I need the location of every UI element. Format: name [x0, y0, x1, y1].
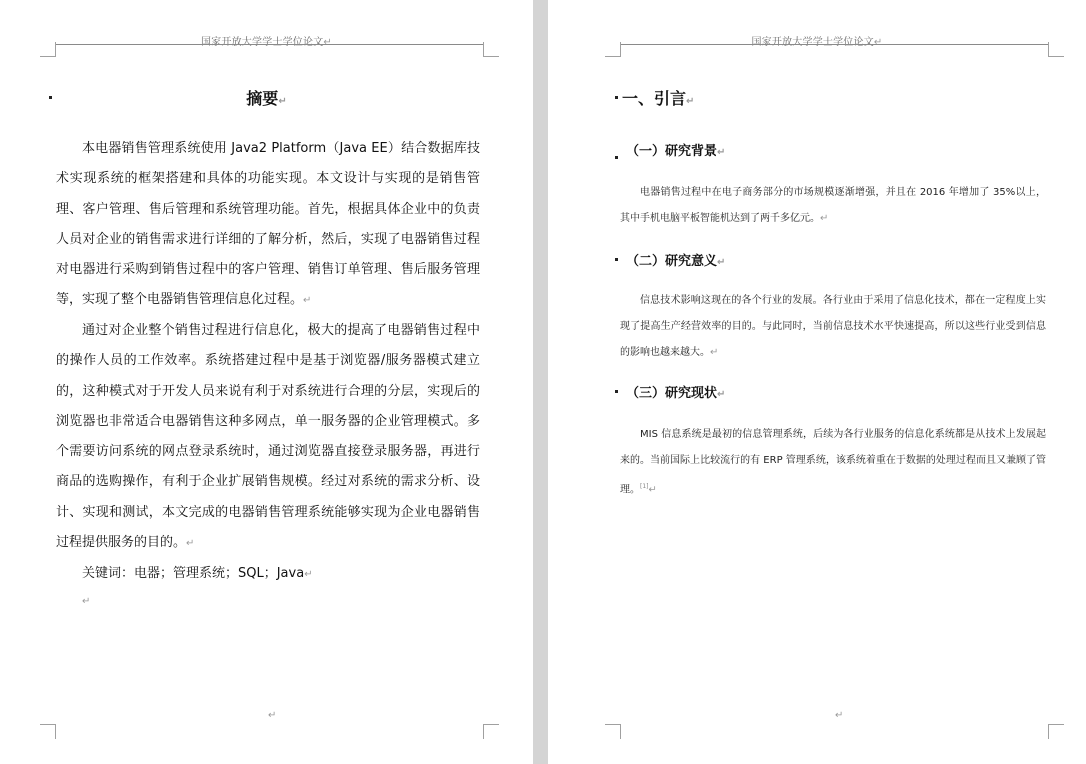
paragraph-mark-icon: ↵: [268, 710, 277, 721]
paragraph-mark-icon: ↵: [648, 484, 657, 496]
crop-mark-icon: [605, 724, 621, 739]
paragraph-mark-icon: ↵: [717, 147, 726, 158]
crop-mark-icon: [483, 42, 499, 57]
paragraph-mark-icon: ↵: [82, 596, 91, 607]
paragraph-mark-icon: ↵: [686, 96, 695, 107]
page-header: [0, 33, 533, 48]
paragraph-mark-icon: ↵: [873, 37, 883, 48]
chapter-title[interactable]: 一、引言↵: [622, 89, 695, 108]
paragraph-mark-icon: ↵: [710, 347, 719, 358]
paragraph-mark-icon: ↵: [717, 257, 726, 268]
header-rule: [55, 44, 483, 45]
section-paragraph-background[interactable]: 电器销售过程中在电子商务部分的市场规模逐渐增强，并且在 2016 年增加了 35%以上，其中手机电脑平板智能机达到了两千多亿元。↵: [620, 187, 1046, 224]
section-title-background[interactable]: （一）研究背景↵: [626, 144, 726, 159]
section-title-status[interactable]: （三）研究现状↵: [626, 386, 726, 401]
keywords-line[interactable]: 关键词：电器；管理系统；SQL；Java↵: [82, 566, 313, 581]
header-text: 国家开放大学学士学位论文: [201, 37, 324, 48]
paragraph-mark-icon: ↵: [835, 710, 844, 721]
paragraph-mark-icon: ↵: [820, 213, 829, 224]
abstract-title[interactable]: 摘要↵: [246, 89, 287, 108]
paragraph-mark-icon: ↵: [186, 538, 195, 550]
abstract-paragraph-2[interactable]: 通过对企业整个销售过程进行信息化，极大的提高了电器销售过程中的操作人员的工作效率。系统搭建过程中是基于浏览器/服务器模式建立的，这种模式对于开发人员来说有利于对系统进行合理的分层，实现后的浏览器也非常适合电器销售这种多网点，单一服务器的企业管理模式。多个需要访问系统的网点登录系统时，通过浏览器直接登录服务器，再进行商品的选购操作，有利于企业扩展销售规模。经过对系统的需求分析、设计、实现和测试，本文完成的电器销售管理系统能够实现为企业电器销售过程提供服务的目的。↵: [56, 323, 480, 551]
page-header: [548, 33, 1086, 48]
section-paragraph-significance[interactable]: 信息技术影响这现在的各个行业的发展。各行业由于采用了信息化技术，都在一定程度上实现了提高生产经营效率的目的。与此同时，当前信息技术水平快速提高，所以这些行业受到信息的影响也越来越大。↵: [620, 295, 1046, 358]
crop-mark-icon: [1048, 42, 1064, 57]
list-bullet-icon: [615, 96, 618, 99]
paragraph-mark-icon: ↵: [303, 295, 312, 307]
citation-marker[interactable]: [1]: [640, 483, 649, 490]
paragraph-mark-icon: ↵: [278, 96, 287, 107]
crop-mark-icon: [40, 42, 56, 57]
header-rule: [620, 44, 1048, 45]
header-text: 国家开放大学学士学位论文: [751, 37, 874, 48]
section-paragraph-status[interactable]: MIS 信息系统是最初的信息管理系统，后续为各行业服务的信息化系统都是从技术上发展起来的。当前国际上比较流行的有 ERP 管理系统，该系统着重在于数据的处理过程而且又兼顾了管理。[1]↵: [620, 429, 1046, 496]
list-bullet-icon: [615, 258, 618, 261]
paragraph-mark-icon: ↵: [323, 37, 332, 48]
abstract-paragraph-1[interactable]: 本电器销售管理系统使用 Java2 Platform（Java EE）结合数据库技术实现系统的框架搭建和具体的功能实现。本文设计与实现的是销售管理、客户管理、售后管理和系统管理功能。首先，根据具体企业中的负责人员对企业的销售需求进行详细的了解分析，然后，实现了电器销售过程对电器进行采购到销售过程中的客户管理、销售订单管理、售后服务管理等，实现了整个电器销售管理信息化过程。↵: [56, 141, 480, 308]
crop-mark-icon: [605, 42, 621, 57]
crop-mark-icon: [40, 724, 56, 739]
list-bullet-icon: [615, 156, 618, 159]
paragraph-mark-icon: ↵: [304, 569, 313, 580]
paragraph-mark-icon: ↵: [717, 389, 726, 400]
page-gutter: [533, 0, 548, 764]
list-bullet-icon: [615, 390, 618, 393]
document-page-left: [0, 0, 533, 764]
crop-mark-icon: [1048, 724, 1064, 739]
section-title-significance[interactable]: （二）研究意义↵: [626, 254, 726, 269]
crop-mark-icon: [483, 724, 499, 739]
